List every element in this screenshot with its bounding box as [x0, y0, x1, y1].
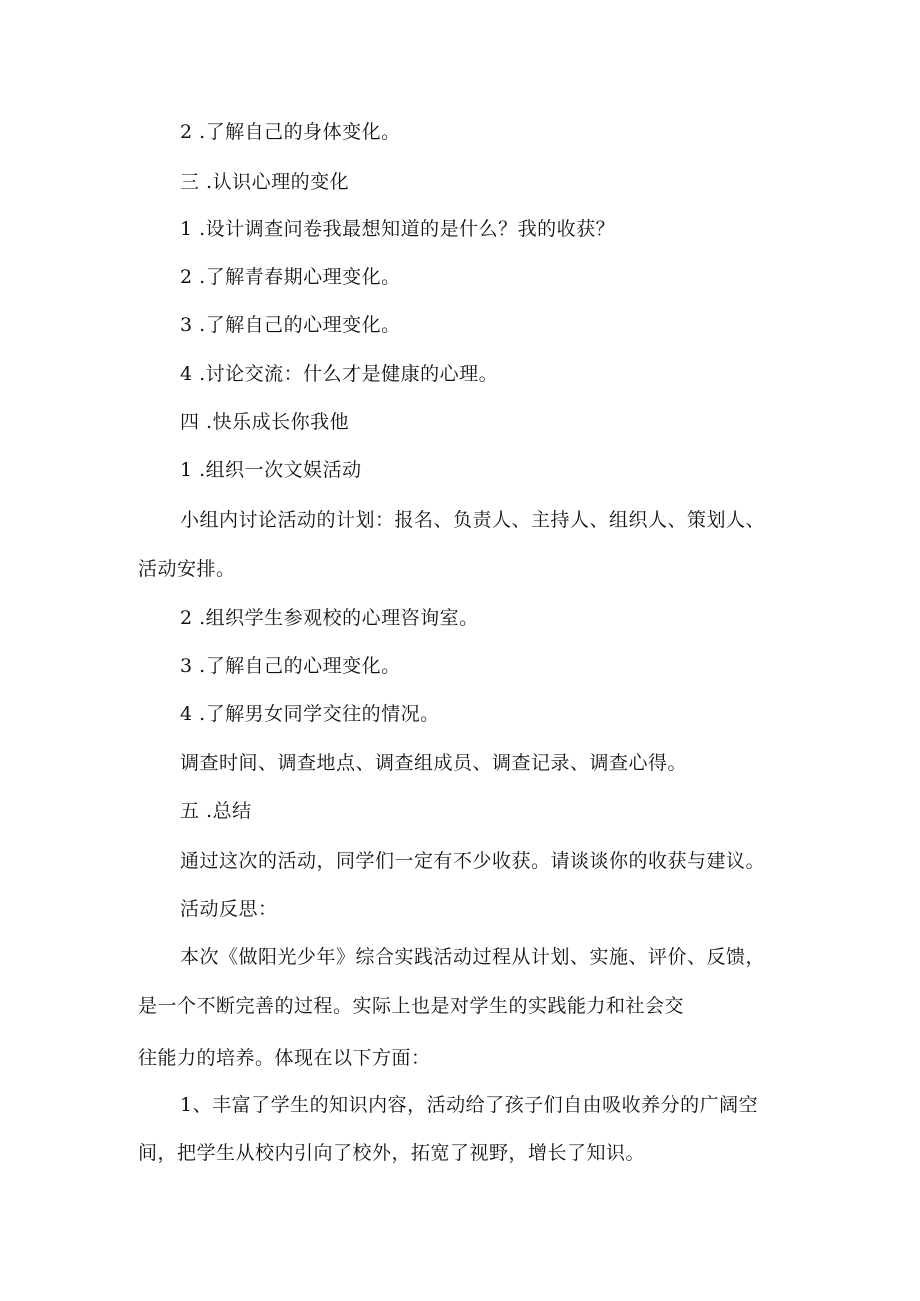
heading-activity-reflection: 活动反思：: [180, 898, 278, 920]
paragraph-reflection-continued: 是一个不断完善的过程。实际上也是对学生的实践能力和社会交: [138, 995, 685, 1017]
paragraph-reflection-ending: 往能力的培养。体现在以下方面：: [138, 1047, 431, 1069]
paragraph-survey-fields: 调查时间、调查地点、调查组成员、调查记录、调查心得。: [180, 752, 688, 774]
list-item-healthy-psychology-discussion: 4 .讨论交流：什么才是健康的心理。: [180, 363, 499, 385]
section-heading-psychology-changes: 三 .认识心理的变化: [180, 171, 350, 193]
list-item-own-psychology-repeat: 3 .了解自己的心理变化。: [180, 655, 401, 677]
paragraph-benefit-one-continued: 间，把学生从校内引向了校外，拓宽了视野，增长了知识。: [138, 1142, 646, 1164]
paragraph-benefit-one: 1、丰富了学生的知识内容，活动给了孩子们自由吸收养分的广阔空: [180, 1094, 759, 1116]
list-item-own-psychology: 3 .了解自己的心理变化。: [180, 314, 401, 336]
section-heading-summary: 五 .总结: [180, 800, 252, 822]
paragraph-reflection-intro: 本次《做阳光少年》综合实践活动过程从计划、实施、评价、反馈，: [180, 946, 766, 968]
paragraph-activity-plan: 小组内讨论活动的计划：报名、负责人、主持人、组织人、策划人、: [180, 509, 766, 531]
list-item-adolescent-psychology: 2 .了解青春期心理变化。: [180, 266, 401, 288]
paragraph-activity-plan-continued: 活动安排。: [138, 558, 236, 580]
list-item-survey-design: 1 .设计调查问卷我最想知道的是什么？我的收获？: [180, 218, 616, 240]
section-heading-happy-growth: 四 .快乐成长你我他: [180, 411, 350, 433]
list-item-entertainment-activity: 1 .组织一次文娱活动: [180, 459, 362, 481]
list-item-counseling-room-visit: 2 .组织学生参观校的心理咨询室。: [180, 607, 479, 629]
list-item-understand-body-changes: 2 .了解自己的身体变化。: [180, 121, 401, 143]
list-item-boys-girls-interaction: 4 .了解男女同学交往的情况。: [180, 703, 440, 725]
paragraph-summary-prompt: 通过这次的活动，同学们一定有不少收获。请谈谈你的收获与建议。: [180, 850, 766, 872]
